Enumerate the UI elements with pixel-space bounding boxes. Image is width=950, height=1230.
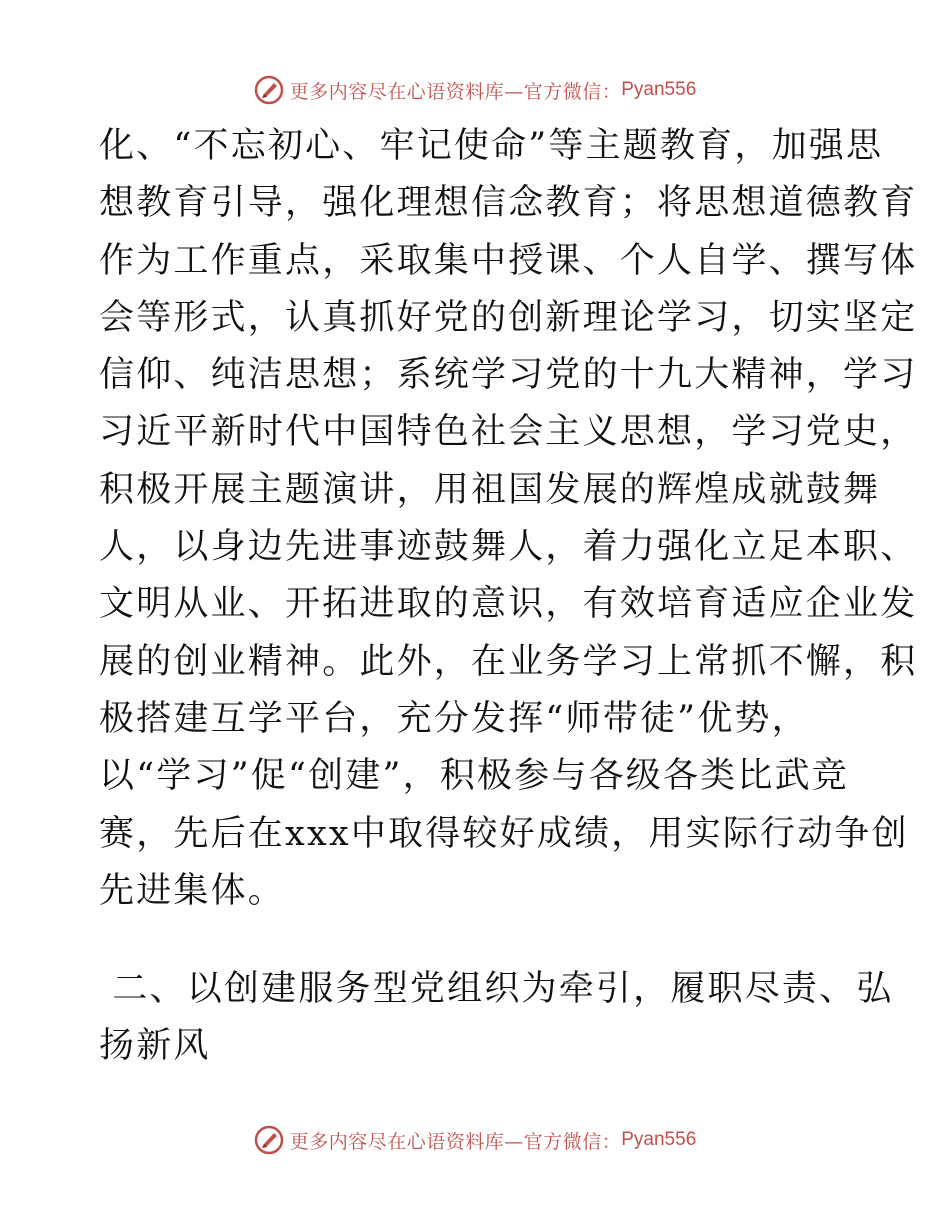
heading-line: 扬新风 — [99, 1026, 211, 1067]
paragraph-line: 会等形式，认真抓好党的创新理论学习，切实坚定 — [99, 297, 918, 338]
paragraph-line: 信仰、纯洁思想；系统学习党的十九大精神，学习 — [99, 355, 918, 396]
watermark-text: 更多内容尽在心语资料库—官方微信： — [289, 1130, 622, 1153]
paragraph-line: 极搭建互学平台，充分发挥“师带徒”优势， — [99, 698, 809, 739]
paragraph-line: 展的创业精神。此外，在业务学习上常抓不懈，积 — [99, 641, 918, 682]
paragraph-line: 先进集体。 — [99, 870, 286, 911]
section-heading — [99, 961, 894, 1076]
logo-icon — [254, 75, 284, 105]
watermark-account: Pyan556 — [621, 79, 697, 100]
paragraph-line: 想教育引导，强化理想信念教育；将思想道德教育 — [99, 183, 918, 224]
paragraph-line: 习近平新时代中国特色社会主义思想，学习党史， — [99, 412, 918, 453]
paragraph-line: 化、“不忘初心、牢记使命”等主题教育，加强思 — [99, 126, 884, 166]
footer-watermark — [0, 1122, 950, 1158]
watermark-text: 更多内容尽在心语资料库—官方微信： — [289, 80, 622, 103]
paragraph-line: 积极开展主题演讲，用祖国发展的辉煌成就鼓舞 — [99, 469, 881, 510]
paragraph-line: 人，以身边先进事迹鼓舞人，着力强化立足本职、 — [99, 527, 918, 568]
logo-icon — [254, 1125, 284, 1155]
paragraph-line: 文明从业、开拓进取的意识，有效培育适应企业发 — [99, 584, 918, 625]
paragraph-line: 赛，先后在xxx中取得较好成绩，用实际行动争创 — [99, 813, 909, 854]
header-watermark — [0, 72, 950, 108]
paragraph-line: 以“学习”促“创建”，积极参与各级各类比武竞 — [99, 756, 849, 797]
heading-line: 二、以创建服务型党组织为牵引，履职尽责、弘 — [99, 969, 894, 1009]
watermark-account: Pyan556 — [621, 1129, 697, 1150]
paragraph-line: 作为工作重点，采取集中授课、个人自学、撰写体 — [99, 240, 918, 281]
body-paragraph — [99, 118, 918, 920]
